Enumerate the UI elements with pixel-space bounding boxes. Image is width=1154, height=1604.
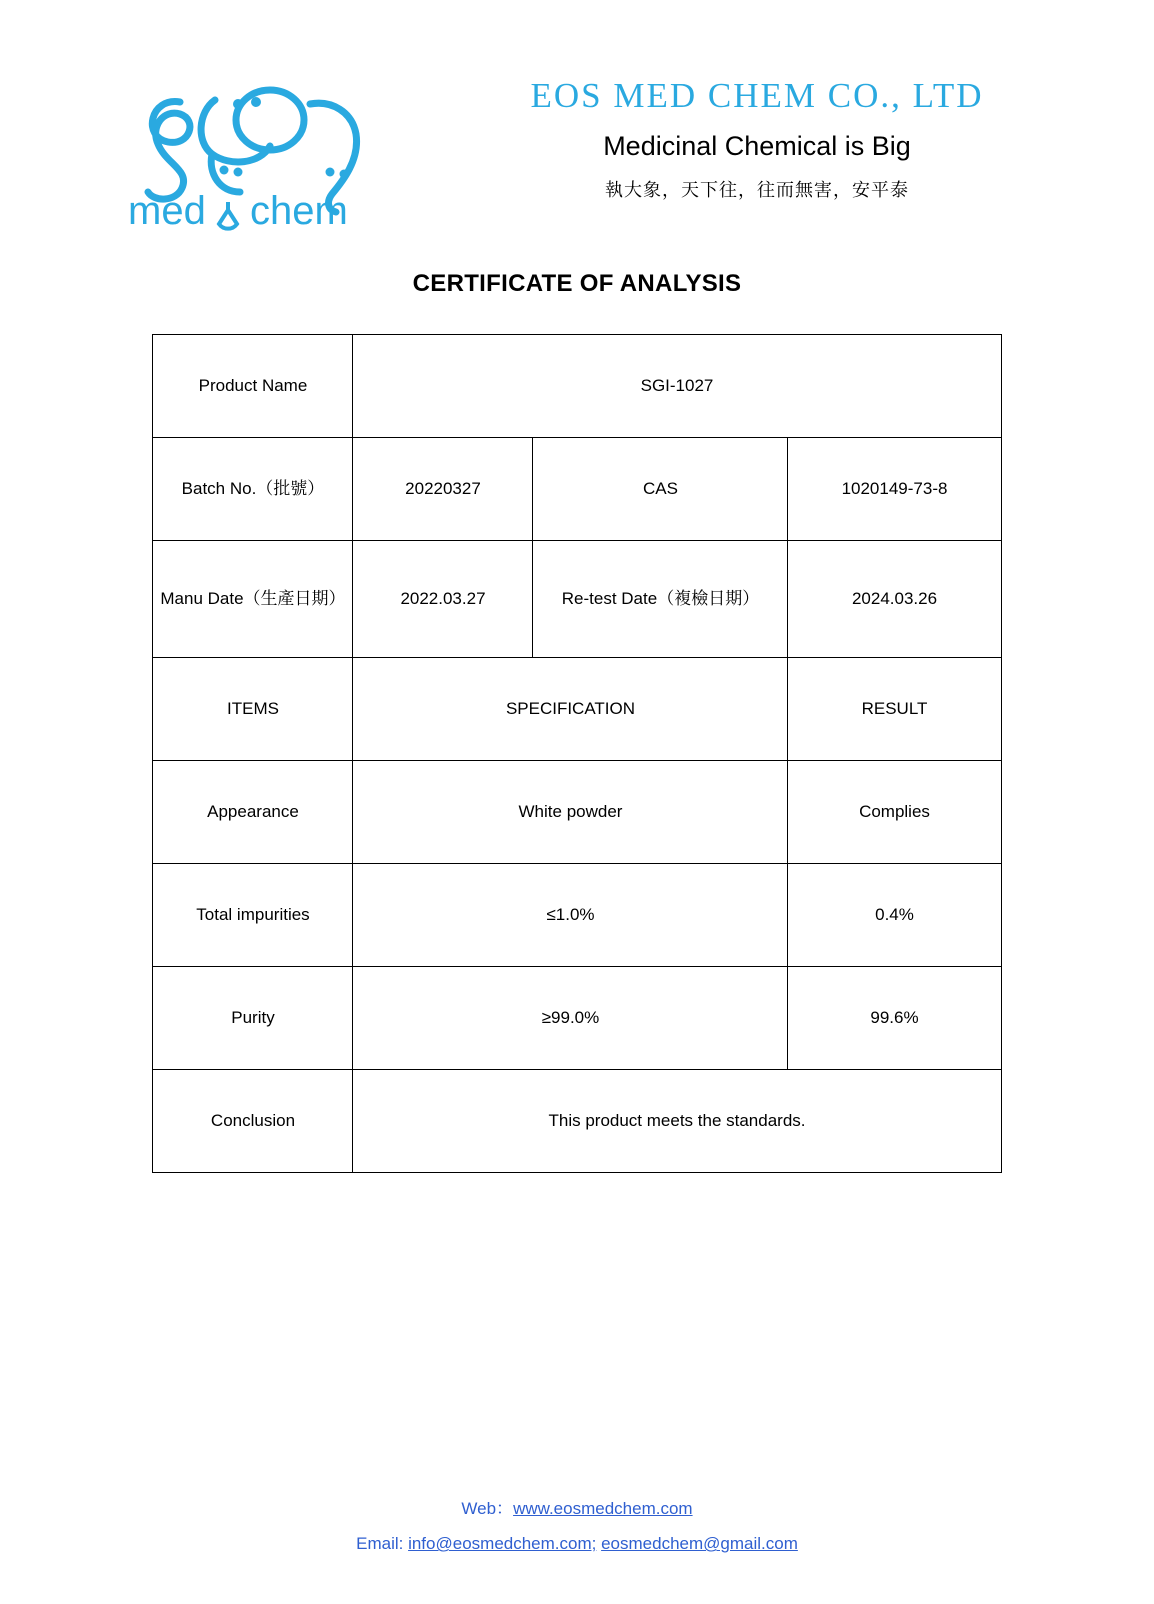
item-name: Purity — [153, 967, 353, 1070]
logo-text-med: med — [128, 189, 206, 232]
manu-date-value: 2022.03.27 — [353, 541, 533, 658]
product-name-label: Product Name — [153, 335, 353, 438]
logo-text-chem: chem — [250, 189, 348, 232]
company-slogan-cn: 執大象，天下往，往而無害，安平泰 — [605, 180, 909, 201]
email-link-secondary[interactable]: eosmedchem@gmail.com — [601, 1534, 798, 1554]
column-header-result: RESULT — [788, 658, 1001, 761]
item-specification: ≥99.0% — [353, 967, 788, 1070]
item-result: 0.4% — [788, 864, 1001, 967]
item-result: Complies — [788, 761, 1001, 864]
document-header — [0, 0, 1154, 232]
footer-email-line — [0, 1527, 1154, 1562]
company-info — [420, 30, 1094, 202]
table-row — [153, 864, 1001, 967]
column-header-items: ITEMS — [153, 658, 353, 761]
table-row — [153, 967, 1001, 1070]
footer-web-label: Web： — [461, 1499, 514, 1519]
company-name: EOS MED CHEM CO., LTD — [530, 76, 984, 115]
conclusion-value: This product meets the standards. — [353, 1070, 1001, 1173]
manu-date-label: Manu Date（生產日期） — [153, 541, 353, 658]
item-specification: White powder — [353, 761, 788, 864]
retest-date-value: 2024.03.26 — [788, 541, 1001, 658]
certificate-table — [152, 334, 1001, 1173]
company-logo — [120, 30, 420, 232]
footer-web-line — [0, 1492, 1154, 1527]
item-result: 99.6% — [788, 967, 1001, 1070]
column-header-specification: SPECIFICATION — [353, 658, 788, 761]
table-row — [153, 438, 1001, 541]
page-title: CERTIFICATE OF ANALYSIS — [412, 270, 742, 297]
website-link[interactable]: www.eosmedchem.com — [513, 1499, 693, 1519]
company-slogan-en: Medicinal Chemical is Big — [603, 131, 911, 161]
table-row — [153, 541, 1001, 658]
item-name: Total impurities — [153, 864, 353, 967]
email-link-primary[interactable]: info@eosmedchem.com; — [408, 1534, 597, 1554]
batch-no-label: Batch No.（批號） — [153, 438, 353, 541]
batch-no-value: 20220327 — [353, 438, 533, 541]
table-row — [153, 761, 1001, 864]
item-specification: ≤1.0% — [353, 864, 788, 967]
item-name: Appearance — [153, 761, 353, 864]
conclusion-label: Conclusion — [153, 1070, 353, 1173]
cas-label: CAS — [533, 438, 788, 541]
document-footer — [0, 1492, 1154, 1562]
table-row — [153, 335, 1001, 438]
table-row-conclusion — [153, 1070, 1001, 1173]
footer-email-label: Email: — [356, 1534, 409, 1554]
product-name-value: SGI-1027 — [353, 335, 1001, 438]
eos-med-chem-logo-icon — [120, 42, 420, 232]
retest-date-label: Re-test Date（複檢日期） — [533, 541, 788, 658]
table-header-row — [153, 658, 1001, 761]
cas-value: 1020149-73-8 — [788, 438, 1001, 541]
